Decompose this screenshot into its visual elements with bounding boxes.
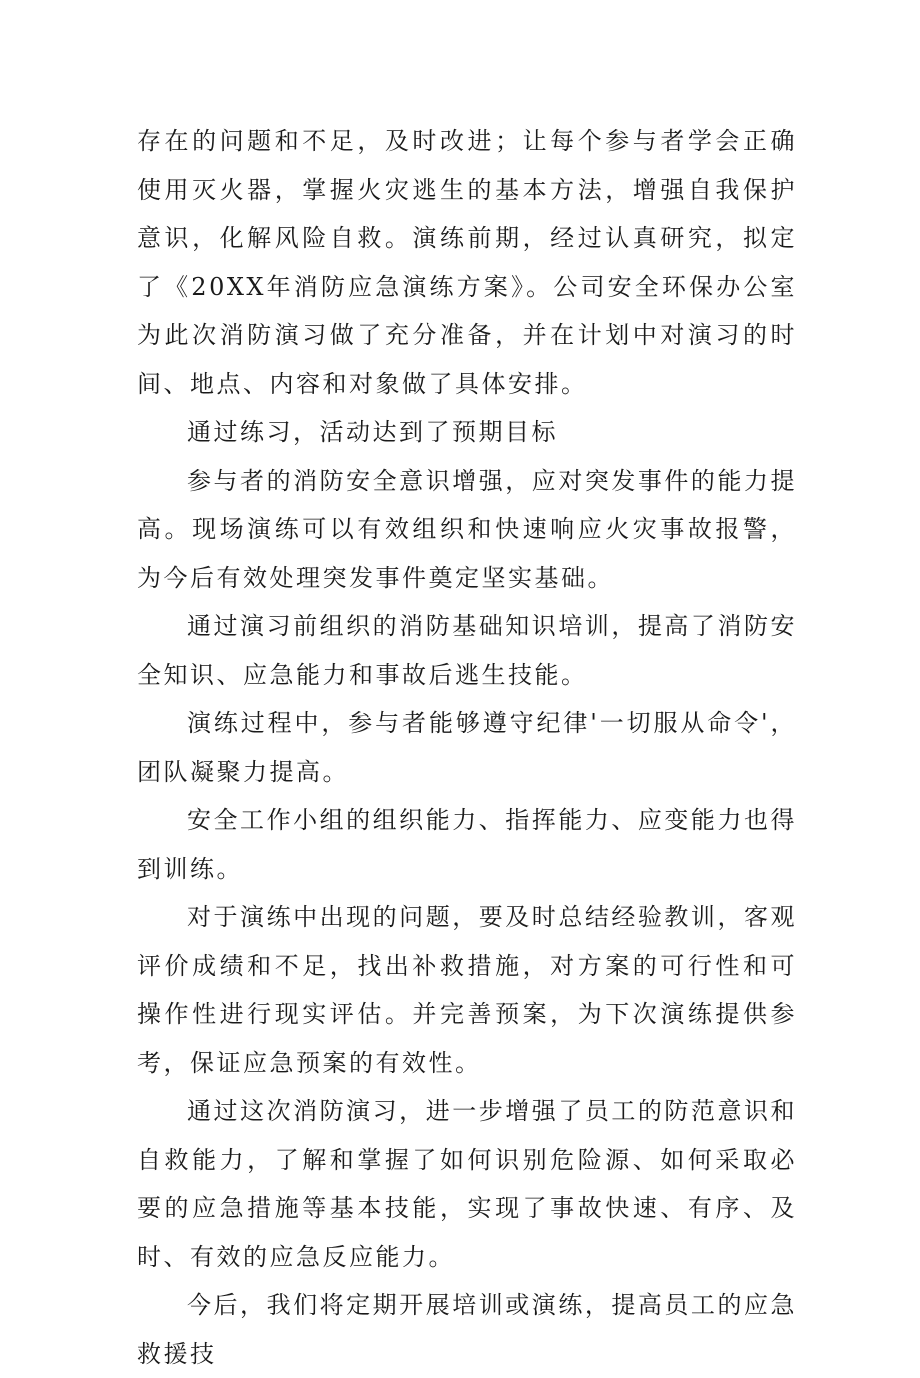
paragraph-5: 演练过程中，参与者能够遵守纪律'一切服从命令'，团队凝聚力提高。 <box>137 709 797 786</box>
paragraph-3: 参与者的消防安全意识增强，应对突发事件的能力提高。现场演练可以有效组织和快速响应火灾事故报警，为今后有效处理突发事件奠定坚实基础。 <box>137 466 797 592</box>
paragraph-2: 通过练习，活动达到了预期目标 <box>187 418 558 446</box>
paragraph-6: 安全工作小组的组织能力、指挥能力、应变能力也得到训练。 <box>137 806 797 883</box>
paragraph-8: 通过这次消防演习，进一步增强了员工的防范意识和自救能力，了解和掌握了如何识别危险源、如何采取必要的应急措施等基本技能，实现了事故快速、有序、及时、有效的应急反应能力。 <box>137 1097 797 1271</box>
document-body <box>137 117 797 1378</box>
paragraph-4: 通过演习前组织的消防基础知识培训，提高了消防安全知识、应急能力和事故后逃生技能。 <box>137 612 797 689</box>
paragraph-1: 存在的问题和不足，及时改进；让每个参与者学会正确使用灭火器，掌握火灾逃生的基本方法，增强自我保护意识，化解风险自救。演练前期，经过认真研究，拟定了《20XX年消防应急演练方案》。公司安全环保办公室为此次消防演习做了充分准备，并在计划中对演习的时间、地点、内容和对象做了具体安排。 <box>137 127 797 398</box>
paragraph-9: 今后，我们将定期开展培训或演练，提高员工的应急救援技 <box>137 1291 797 1368</box>
paragraph-7: 对于演练中出现的问题，要及时总结经验教训，客观评价成绩和不足，找出补救措施，对方案的可行性和可操作性进行现实评估。并完善预案，为下次演练提供参考，保证应急预案的有效性。 <box>137 903 797 1077</box>
